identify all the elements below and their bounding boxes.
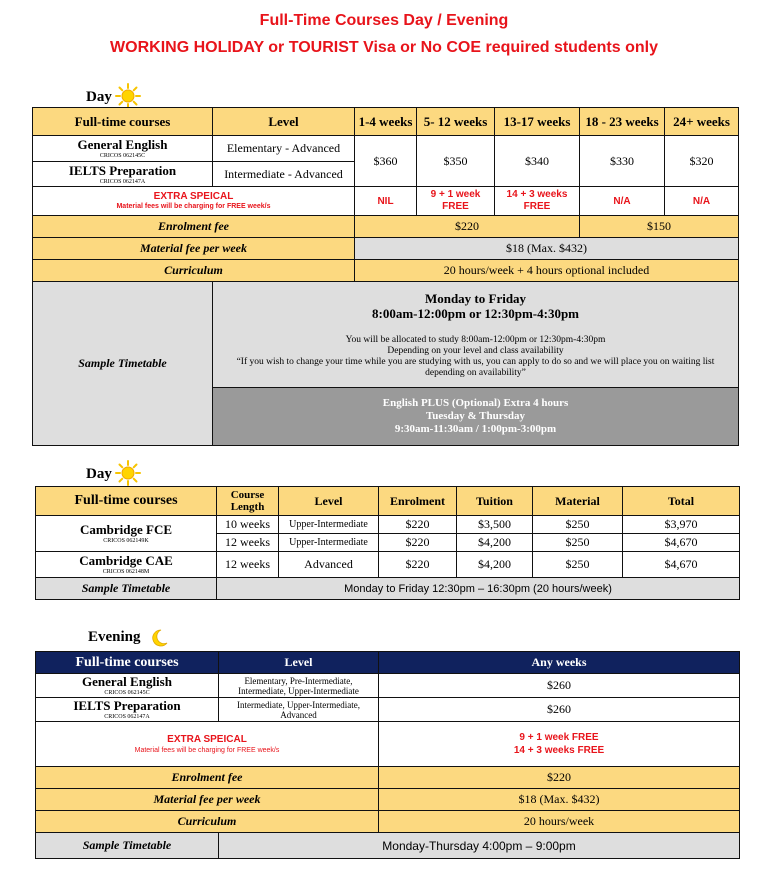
- course-name-cell: IELTS Preparation CRICOS 062147A: [33, 162, 213, 187]
- cricos-code: CRICOS 062145C: [99, 153, 146, 159]
- timetable-label: Sample Timetable: [36, 833, 219, 859]
- col-header: 5- 12 weeks: [417, 108, 495, 136]
- col-header: Material: [533, 487, 623, 516]
- special-value: NIL: [355, 187, 417, 216]
- page-title-line1: Full-Time Courses Day / Evening: [259, 12, 509, 29]
- evening-section-label: [88, 626, 169, 646]
- enrolment-value: $220: [379, 767, 740, 789]
- evening-courses-table: [35, 651, 740, 859]
- col-header: Total: [623, 487, 740, 516]
- col-header: Course Length: [217, 487, 279, 516]
- level-cell: Intermediate, Upper-Intermediate, Advanced: [219, 698, 379, 722]
- day-cambridge-section-label: [86, 457, 141, 483]
- col-header: Tuition: [457, 487, 533, 516]
- page-title-line2: WORKING HOLIDAY or TOURIST Visa or No COE required students only: [110, 39, 658, 56]
- col-header: 18 - 23 weeks: [580, 108, 665, 136]
- day-cambridge-table: [35, 486, 740, 600]
- course-name-cell: Cambridge CAE CRICOS 062148M: [36, 552, 217, 578]
- col-header: Full-time courses: [36, 652, 219, 674]
- material-label: Material fee per week: [33, 238, 355, 260]
- col-header: Level: [213, 108, 355, 136]
- special-value: 9 + 1 week FREE: [417, 187, 495, 216]
- price-cell: $260: [379, 698, 740, 722]
- timetable-detail: Monday to Friday 8:00am-12:00pm or 12:30pm-4:30pm You will be allocated to study 8:00am-12:00pm or 12:30pm-4:30pm Depending on your level and class availability “If you wish to change your time while you are studying with us, you can apply to do so and we will place you on waiting list depending on availability”: [213, 282, 739, 388]
- enrolment-value: $220: [355, 216, 580, 238]
- special-value: N/A: [665, 187, 739, 216]
- cricos-code: CRICOS 062147A: [99, 178, 146, 185]
- timetable-row: [33, 282, 739, 388]
- course-name-cell: Cambridge FCE CRICOS 062149K: [36, 516, 217, 552]
- table-row: Cambridge FCE CRICOS 062149K 10 weeks Upper-Intermediate $220 $3,500 $250 $3,970: [36, 516, 740, 534]
- material-value: $18 (Max. $432): [379, 789, 740, 811]
- level-cell: Intermediate - Advanced: [213, 162, 355, 187]
- extra-special-cell: EXTRA SPEICAL Material fees will be charging for FREE week/s: [36, 722, 379, 767]
- table-row: [33, 136, 739, 162]
- table-row: 12 weeks Upper-Intermediate $220 $4,200 $250 $4,670: [36, 534, 740, 552]
- price-cell: $360: [355, 136, 417, 187]
- enrolment-row: [36, 767, 740, 789]
- day-label: Day: [86, 466, 112, 482]
- cricos-code: CRICOS 062147A: [104, 714, 150, 720]
- price-cell: $330: [580, 136, 665, 187]
- extra-special-row: [36, 722, 740, 767]
- table-row: [36, 674, 740, 698]
- extra-special-row: [33, 187, 739, 216]
- extra-special-cell: EXTRA SPEICAL Material fees will be charging for FREE week/s: [33, 187, 355, 216]
- col-header: Full-time courses: [36, 487, 217, 516]
- course-name-cell: General English CRICOS 062145C: [36, 674, 219, 698]
- col-header: Any weeks: [379, 652, 740, 674]
- special-value: 9 + 1 week FREE 14 + 3 weeks FREE: [379, 722, 740, 767]
- enrolment-label: Enrolment fee: [33, 216, 355, 238]
- cricos-code: CRICOS 062149K: [103, 538, 149, 544]
- col-header: Level: [219, 652, 379, 674]
- curriculum-row: [33, 260, 739, 282]
- curriculum-label: Curriculum: [36, 811, 379, 833]
- table-header-row: [33, 108, 739, 136]
- curriculum-label: Curriculum: [33, 260, 355, 282]
- cricos-code: CRICOS 062145C: [104, 690, 150, 696]
- table-header-row: [36, 487, 740, 516]
- timetable-value: Monday to Friday 12:30pm – 16:30pm (20 hours/week): [217, 578, 740, 600]
- col-header: 13-17 weeks: [495, 108, 580, 136]
- timetable-label: Sample Timetable: [36, 578, 217, 600]
- col-header: 24+ weeks: [665, 108, 739, 136]
- sun-icon: [115, 460, 141, 486]
- col-header: 1-4 weeks: [355, 108, 417, 136]
- price-cell: $260: [379, 674, 740, 698]
- course-name-cell: General English CRICOS 062145C: [33, 136, 213, 162]
- special-value: N/A: [580, 187, 665, 216]
- english-plus-cell: English PLUS (Optional) Extra 4 hours Tuesday & Thursday 9:30am-11:30am / 1:00pm-3:00pm: [213, 388, 739, 446]
- enrolment-value: $150: [580, 216, 739, 238]
- material-row: [33, 238, 739, 260]
- enrolment-label: Enrolment fee: [36, 767, 379, 789]
- timetable-value: Monday-Thursday 4:00pm – 9:00pm: [219, 833, 740, 859]
- price-cell: $320: [665, 136, 739, 187]
- timetable-row: [36, 578, 740, 600]
- table-row: [36, 698, 740, 722]
- price-cell: $340: [495, 136, 580, 187]
- evening-label: Evening: [88, 629, 141, 645]
- col-header: Full-time courses: [33, 108, 213, 136]
- col-header: Enrolment: [379, 487, 457, 516]
- timetable-row: [36, 833, 740, 859]
- price-cell: $350: [417, 136, 495, 187]
- course-name-cell: IELTS Preparation CRICOS 062147A: [36, 698, 219, 722]
- day-section-label: [86, 80, 141, 106]
- level-cell: Elementary - Advanced: [213, 136, 355, 162]
- special-value: 14 + 3 weeks FREE: [495, 187, 580, 216]
- level-cell: Elementary, Pre-Intermediate, Intermediate, Upper-Intermediate: [219, 674, 379, 698]
- material-label: Material fee per week: [36, 789, 379, 811]
- moon-icon: [149, 628, 169, 648]
- material-value: $18 (Max. $432): [355, 238, 739, 260]
- curriculum-value: 20 hours/week: [379, 811, 740, 833]
- sun-icon: [115, 83, 141, 109]
- timetable-label: Sample Timetable: [33, 282, 213, 446]
- enrolment-row: [33, 216, 739, 238]
- day-label: Day: [86, 89, 112, 105]
- curriculum-row: [36, 811, 740, 833]
- cricos-code: CRICOS 062148M: [102, 569, 150, 575]
- table-header-row: [36, 652, 740, 674]
- table-row: Cambridge CAE CRICOS 062148M 12 weeks Advanced $220 $4,200 $250 $4,670: [36, 552, 740, 578]
- material-row: [36, 789, 740, 811]
- col-header: Level: [279, 487, 379, 516]
- day-general-courses-table: [32, 107, 739, 446]
- curriculum-value: 20 hours/week + 4 hours optional included: [355, 260, 739, 282]
